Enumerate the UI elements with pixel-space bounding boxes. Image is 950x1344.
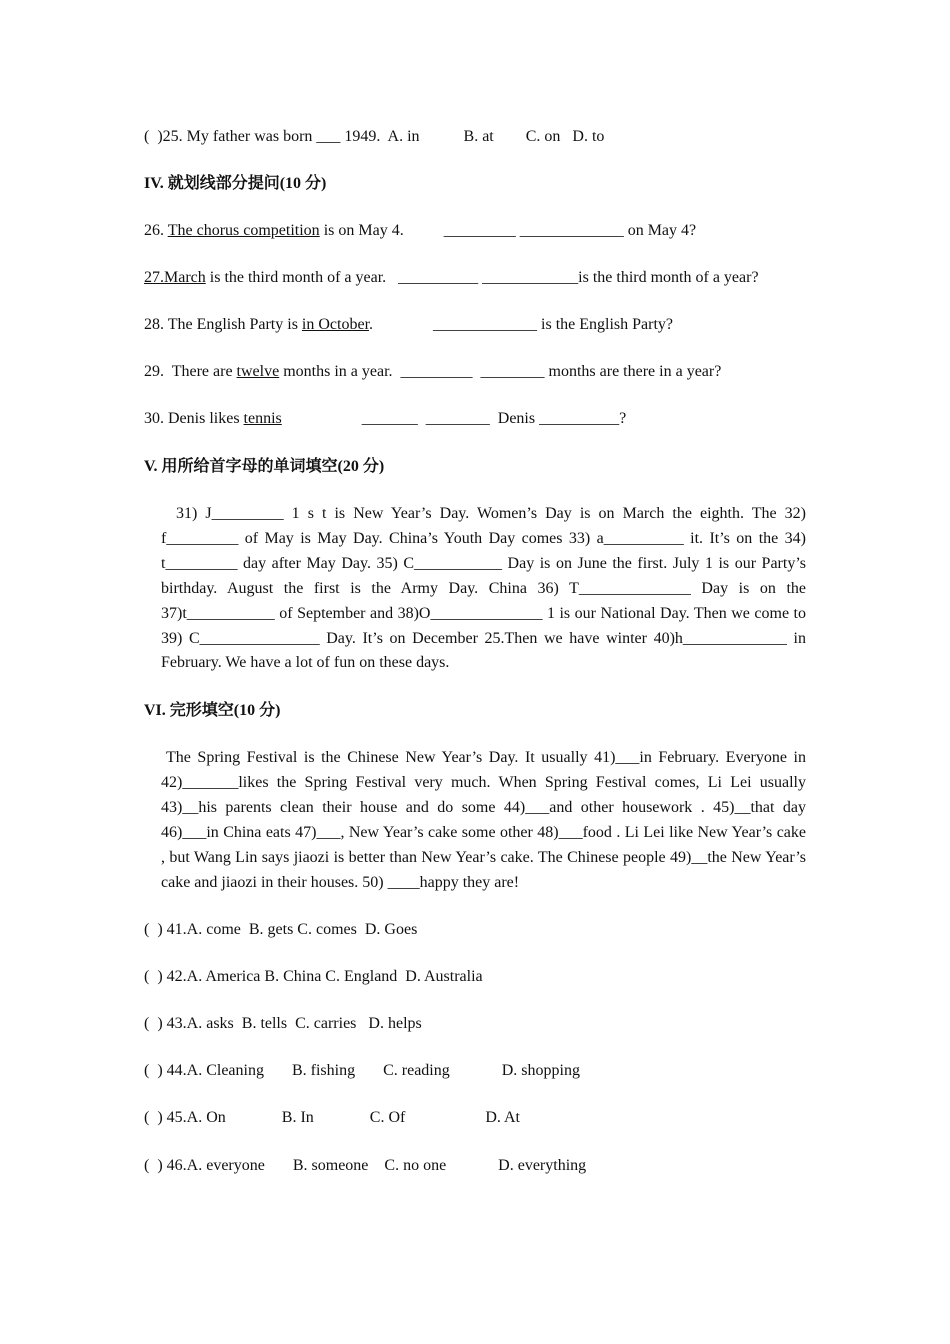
- option-42: ( ) 42.A. America B. China C. England D. Australia: [144, 968, 483, 985]
- q29-underlined: twelve: [236, 363, 280, 380]
- section-5-paragraph: 31) J_________ 1 s t is New Year’s Day. Women’s Day is on March the eighth. The 32) f_________ of May is May Day. China’s Youth Day comes 33) a__________ it. It’s on the 34) t_________ day after May Day. 35) C___________ Day is on June the first. July 1 is our Party’s birthday. August the first is the Army Day. China 36) T______________ Day is on the 37)t___________ of September and 38)O______________ 1 is our National Day. Then we come to 39) C_______________ Day. It’s on December 25.Then we have winter 40)h_____________ in February. We have a lot of fun on these days.: [161, 505, 806, 672]
- question-26: [144, 221, 696, 241]
- q28-underlined: in October: [301, 316, 370, 333]
- option-45: ( ) 45.A. On B. In C. Of D. At: [144, 1109, 520, 1126]
- q30-pre: 30. Denis likes: [144, 410, 244, 427]
- q29-pre: 29. There are: [144, 363, 237, 380]
- option-43: ( ) 43.A. asks B. tells C. carries D. helps: [144, 1015, 422, 1032]
- option-46: ( ) 46.A. everyone B. someone C. no one D. everything: [144, 1157, 587, 1174]
- question-25: ( )25. My father was born ___ 1949. A. in B. at C. on D. to: [144, 128, 605, 145]
- q30-underlined: tennis: [243, 410, 282, 427]
- section-6-heading: VI. 完形填空(10 分): [144, 702, 281, 719]
- q26-underlined: The chorus competition: [167, 222, 320, 239]
- q27-rest: is the third month of a year. __________ ____________is the third month of a year?: [205, 269, 759, 286]
- question-29: [144, 362, 721, 382]
- q28-rest: . _____________ is the English Party?: [369, 316, 673, 333]
- question-30: [144, 409, 626, 429]
- q29-rest: months in a year. _________ ________ months are there in a year?: [279, 363, 722, 380]
- question-28: [144, 315, 673, 335]
- q28-pre: 28. The English Party is: [144, 316, 302, 333]
- section-5-heading: V. 用所给首字母的单词填空(20 分): [144, 458, 385, 475]
- q27-underlined: 27.March: [144, 269, 206, 286]
- option-44: ( ) 44.A. Cleaning B. fishing C. reading D. shopping: [144, 1062, 580, 1079]
- question-27: [144, 268, 759, 288]
- q26-rest: is on May 4. _________ _____________ on May 4?: [319, 222, 697, 239]
- section-4-heading: IV. 就划线部分提问(10 分): [144, 175, 327, 192]
- section-6-paragraph: The Spring Festival is the Chinese New Year’s Day. It usually 41)___in February. Everyone in 42)_______likes the Spring Festival very much. When Spring Festival comes, Li Lei usually 43)__his parents clean their house and do some 44)___and other housework . 45)__that day 46)___in China eats 47)___, New Year’s cake some other 48)___food . Li Lei like New Year’s cake , but Wang Lin says jiaozi is better than New Year’s cake. The Chinese people 49)__the New Year’s cake and jiaozi in their houses. 50) ____happy they are!: [161, 749, 806, 891]
- q26-number: 26.: [144, 222, 168, 239]
- option-41: ( ) 41.A. come B. gets C. comes D. Goes: [144, 921, 418, 938]
- q30-rest: _______ ________ Denis __________?: [281, 410, 627, 427]
